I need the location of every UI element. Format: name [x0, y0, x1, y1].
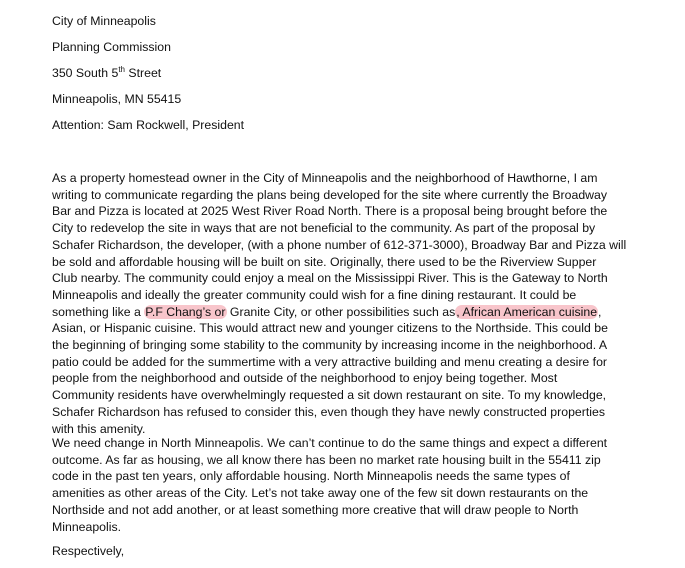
- body-paragraph-2: [52, 435, 632, 535]
- street-name: Street: [125, 66, 162, 80]
- line-text: something like a: [52, 304, 145, 319]
- paragraph-line: Minneapolis.: [52, 519, 122, 534]
- paragraph-line-highlighted: [52, 304, 632, 321]
- body-paragraph-1: [52, 170, 632, 437]
- paragraph-line: Bar and Pizza is located at 2025 West River Road North. There is a proposal being brought before the: [52, 204, 608, 219]
- paragraph-line: Asian, or Hispanic cuisine. This would attract new and younger citizens to the Northside. This could be: [52, 321, 608, 336]
- line-text: ,: [598, 304, 602, 319]
- street-ordinal: th: [118, 64, 125, 74]
- paragraph-line: City to redevelop the site in ways that are not beneficial to the community. As part of the proposal by: [52, 221, 596, 236]
- street-number: 350 South 5: [52, 66, 119, 80]
- paragraph-line: writing to communicate regarding the plans being developed for the site where currently the Broadway: [52, 187, 608, 202]
- closing-salutation: Respectively,: [52, 544, 125, 558]
- highlight-african-american-cuisine: , African American cuisine: [456, 304, 598, 319]
- paragraph-line: amenities as other areas of the City. Let’s not take away one of the few sit down restaurants on the: [52, 486, 589, 501]
- paragraph-line: Minneapolis and ideally the greater community could wish for a fine dining restaurant. It could be: [52, 287, 577, 302]
- paragraph-line: the beginning of bringing some stability to the community by increasing income in the neighborhood. A: [52, 338, 608, 353]
- paragraph-line: As a property homestead owner in the City of Minneapolis and the neighborhood of Hawthorne, I am: [52, 171, 598, 185]
- attention-line: Attention: Sam Rockwell, President: [52, 118, 245, 132]
- paragraph-line: Community residents have overwhelmingly requested a sit down restaurant on site. To my knowledge,: [52, 388, 607, 403]
- paragraph-line: Northside and not add another, or at least something more creative that will draw people to North: [52, 502, 579, 517]
- recipient-street: [52, 65, 161, 81]
- paragraph-line: Schafer Richardson has refused to consider this, even though they have newly constructed properties: [52, 404, 605, 419]
- paragraph-line: be sold and affordable housing will be built on site. Originally, there used to be the Riverview Supper: [52, 254, 597, 269]
- highlight-pf-changs: P.F Chang’s or: [145, 304, 226, 319]
- paragraph-line: with this amenity.: [52, 421, 146, 436]
- recipient-organization: Planning Commission: [52, 40, 171, 54]
- paragraph-line: Schafer Richardson, the developer, (with a phone number of 612-371-3000), Broadway Bar and Pizza will: [52, 237, 627, 252]
- paragraph-line: outcome. As far as housing, we all know there has been no market rate housing built in the 55411 zip: [52, 452, 601, 467]
- paragraph-line: patio could be added for the summertime with a very attractive building and menu creating a desire for: [52, 354, 608, 369]
- recipient-city: City of Minneapolis: [52, 14, 156, 28]
- paragraph-line: Club nearby. The community could enjoy a meal on the Mississippi River. This is the Gateway to North: [52, 271, 608, 286]
- paragraph-line: We need change in North Minneapolis. We can’t continue to do the same things and expect a different: [52, 436, 608, 450]
- paragraph-line: people from the neighborhood and outside of the neighborhood to enjoy being together. Most: [52, 371, 558, 386]
- paragraph-line: code in the past ten years, only affordable housing. North Minneapolis needs the same types of: [52, 469, 570, 484]
- recipient-city-state-zip: Minneapolis, MN 55415: [52, 92, 182, 106]
- line-text: Granite City, or other possibilities such as: [226, 304, 456, 319]
